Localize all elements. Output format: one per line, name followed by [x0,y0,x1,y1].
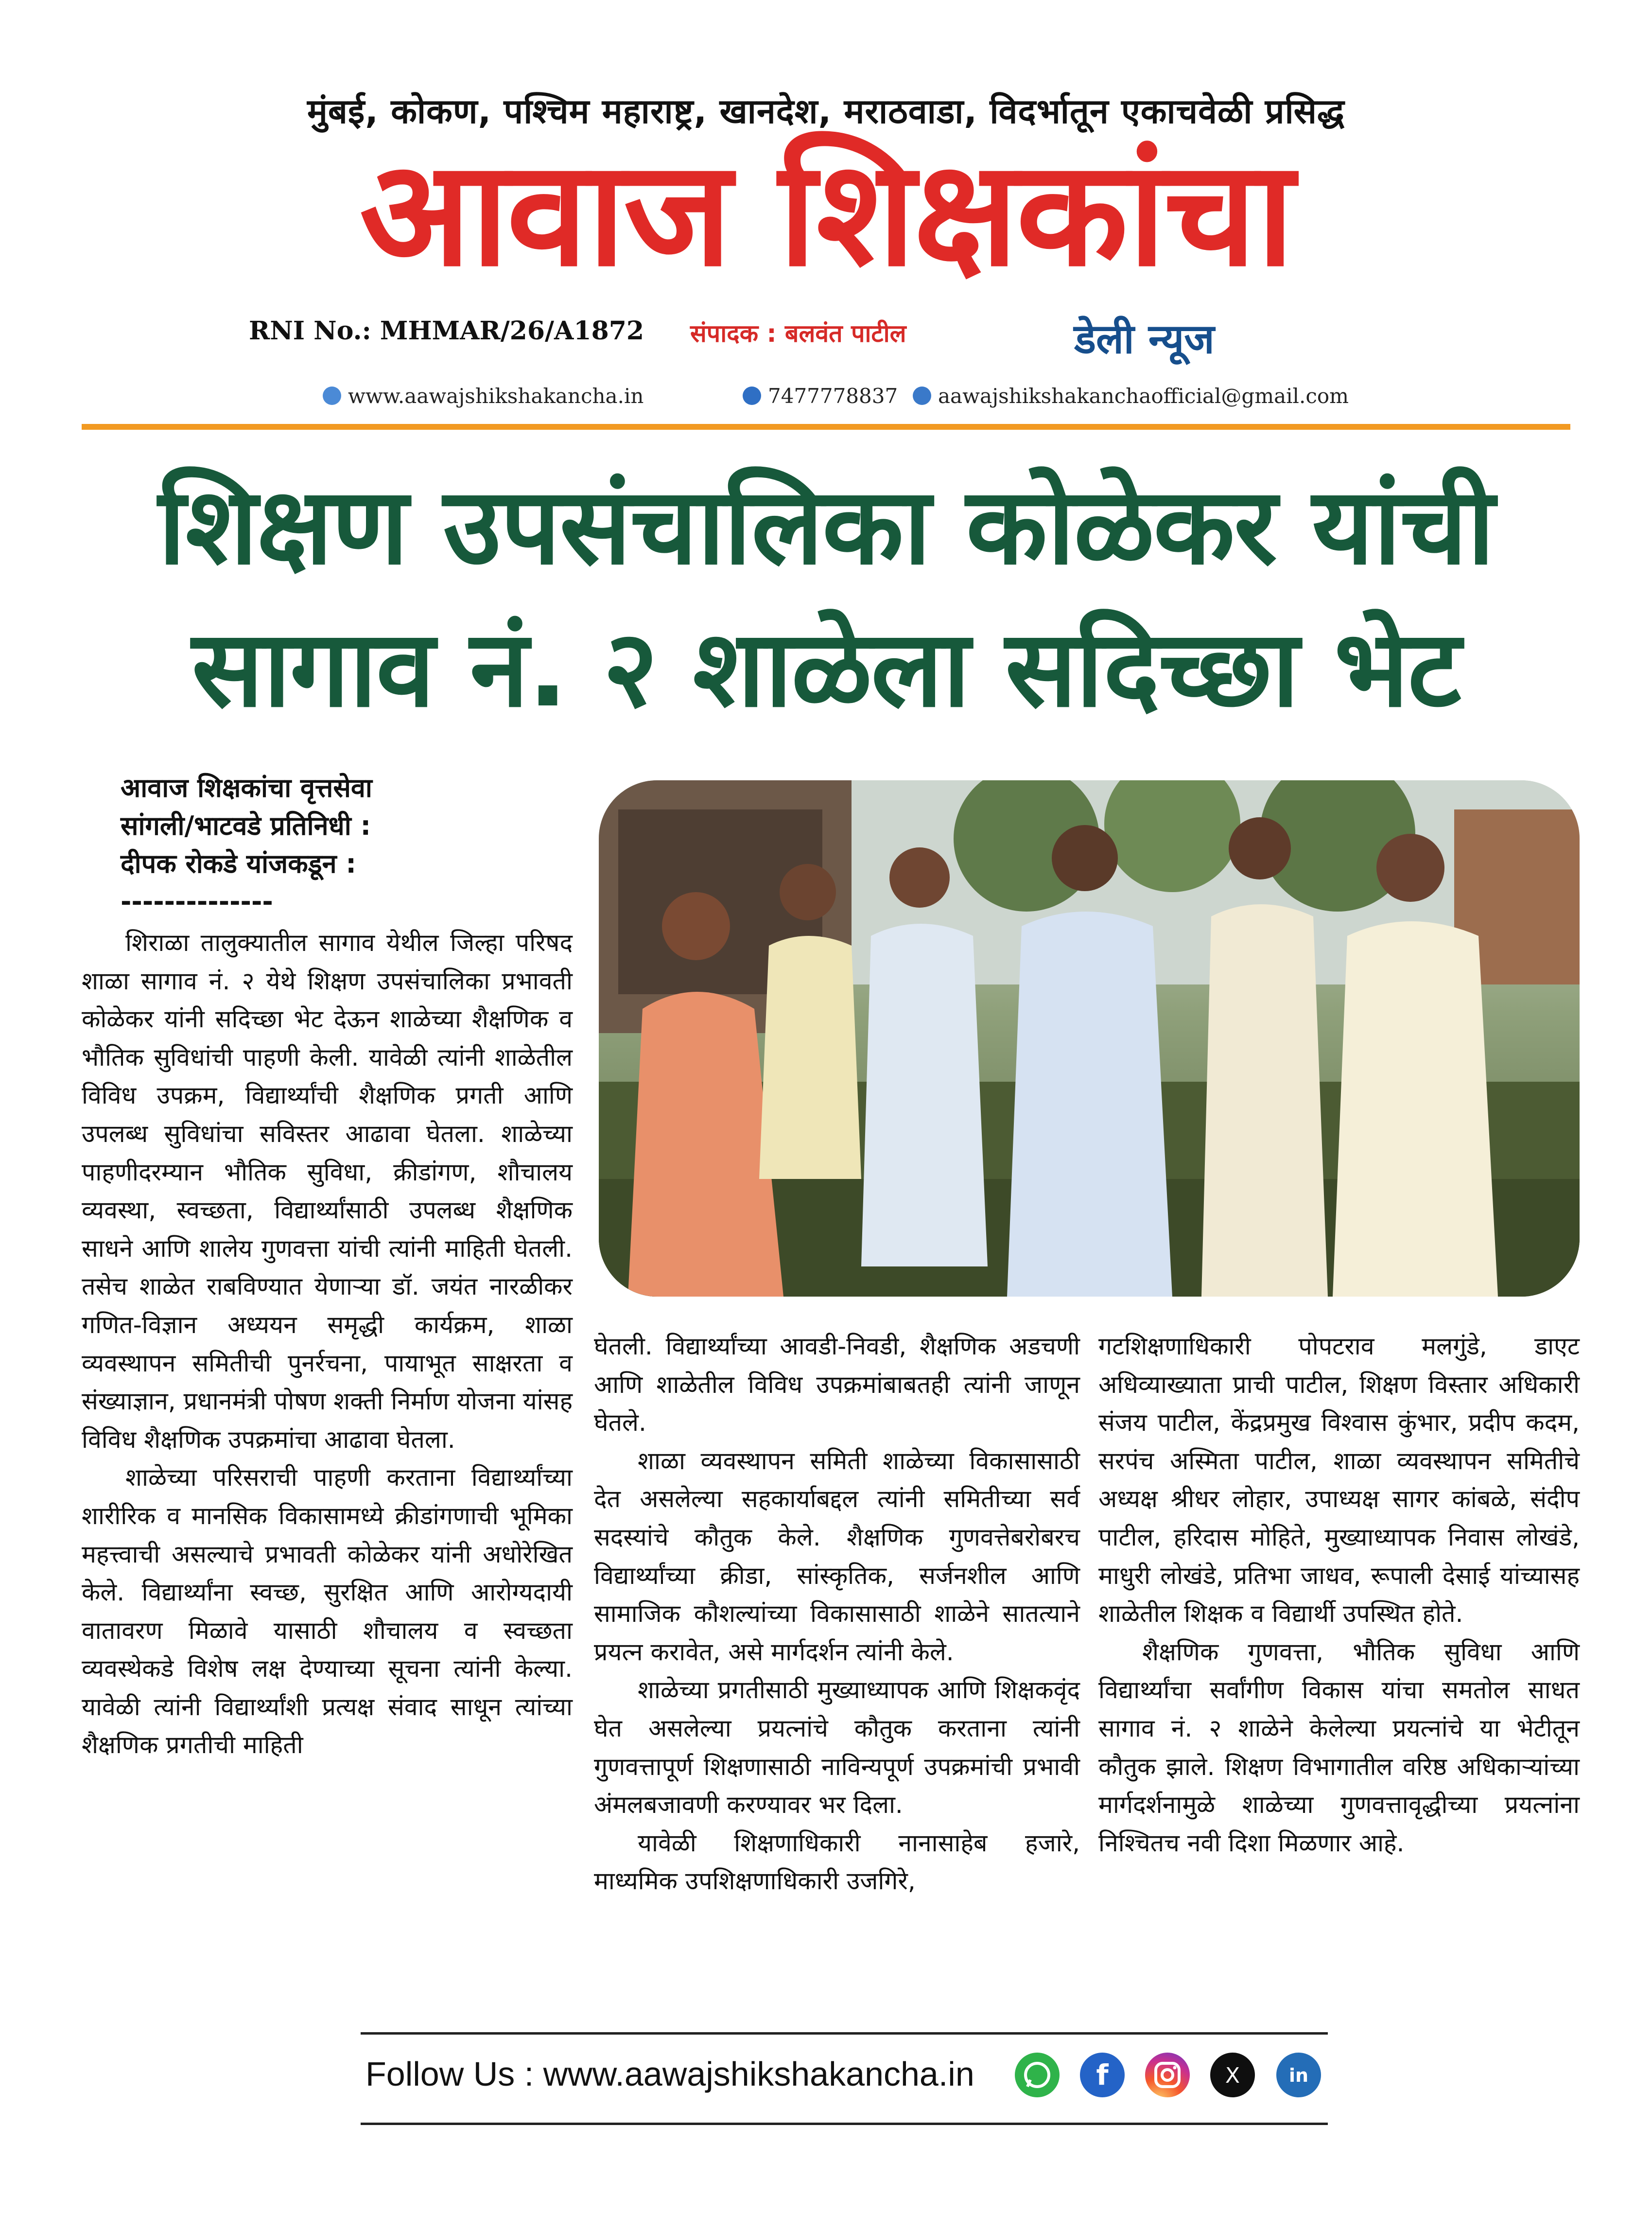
phone-icon [743,387,761,405]
headline-line-1: शिक्षण उपसंचालिका कोळेकर यांची [158,465,1494,588]
facebook-letter: f [1096,2058,1109,2091]
website-contact[interactable] [323,384,643,413]
byline-service: आवाज शिक्षकांचा वृत्तसेवा [121,773,372,803]
linkedin-icon[interactable] [1276,2053,1321,2097]
officials-photo-illustration [599,780,1580,1297]
mail-icon [913,387,931,405]
byline-dashes: -------------- [121,886,273,917]
article-paragraph: शाळा व्यवस्थापन समिती शाळेच्या विकासासाठी देत असलेल्या सहकार्याबद्दल त्यांनी समितीच्या सर्व सदस्यांचे कौतुक केले. शैक्षणिक गुणवत्तेबरोबरच विद्यार्थ्यांच्या क्रीडा, सांस्कृतिक, सर्जनशील आणि सामाजिक कौशल्यांच्या विकासासाठी शाळेने सातत्याने प्रयत्न करावेत, असे मार्गदर्शन त्यांनी केले. [594,1446,1080,1666]
website-text: www.aawajshikshakancha.in [348,384,644,408]
byline-reporter: दीपक रोकडे यांजकडून : [121,848,356,879]
instagram-icon[interactable] [1145,2053,1190,2097]
article-column-2 [594,1327,1080,1900]
byline-correspondent: सांगली/भाटवडे प्रतिनिधी : [121,810,371,841]
edition-label: डेली न्यूज [1074,315,1215,363]
masthead-tagline: मुंबई, कोकण, पश्चिम महाराष्ट्र, खानदेश, मराठवाडा, विदर्भातून एकाचवेळी प्रसिद्ध [307,91,1345,131]
masthead-divider [82,424,1570,430]
article-paragraph: घेतली. विद्यार्थ्यांच्या आवडी-निवडी, शैक्षणिक अडचणी आणि शाळेतील विविध उपक्रमांबाबतही त्यांनी जाणून घेतले. [594,1332,1080,1437]
article-paragraph: शाळेच्या प्रगतीसाठी मुख्याध्यापक आणि शिक्षकवृंद घेत असलेल्या प्रयत्नांचे कौतुक करताना त्यांनी गुणवत्तापूर्ण शिक्षणासाठी नाविन्यपूर्ण उपक्रमांची प्रभावी अंमलबजावणी करण्यावर भर दिला. [594,1676,1080,1819]
article-paragraph: शिराळा तालुक्यातील सागाव येथील जिल्हा परिषद शाळा सागाव नं. २ येथे शिक्षण उपसंचालिका प्रभावती कोळेकर यांनी सदिच्छा भेट देऊन शाळेच्या शैक्षणिक व भौतिक सुविधांची पाहणी केली. यावेळी त्यांनी शाळेतील विविध उपक्रम, विद्यार्थ्यांची शैक्षणिक प्रगती आणि उपलब्ध सुविधांचा सविस्तर आढावा घेतला. शाळेच्या पाहणीदरम्यान भौतिक सुविधा, क्रीडांगण, शौचालय व्यवस्था, स्वच्छता, विद्यार्थ्यांसाठी उपलब्ध शैक्षणिक साधने आणि शालेय गुणवत्ता यांची त्यांनी माहिती घेतली. तसेच शाळेत राबविण्यात येणाऱ्या डॉ. जयंत नारळीकर गणित-विज्ञान अध्ययन समृद्धी कार्यक्रम, शाळा व्यवस्थापन समितीची पुनर्रचना, पायाभूत साक्षरता व संख्याज्ञान, प्रधानमंत्री पोषण शक्ती निर्माण योजना यांसह विविध शैक्षणिक उपक्रमांचा आढावा घेतला. [82,929,573,1454]
editor-credit: संपादक : बलवंत पाटील [690,319,906,348]
footer-bottom-rule [361,2123,1328,2125]
facebook-icon[interactable] [1080,2053,1125,2097]
byline [121,769,372,921]
article-paragraph: शैक्षणिक गुणवत्ता, भौतिक सुविधा आणि विद्यार्थ्यांचा सर्वांगीण विकास यांचा समतोल साधत सागाव नं. २ शाळेने केलेल्या प्रयत्नांचे या भेटीतून कौतुक झाले. शिक्षण विभागातील वरिष्ठ अधिकाऱ्यांच्या मार्गदर्शनामुळे शाळेच्या गुणवत्तावृद्धीच्या प्रयत्नांना निश्चितच नवी दिशा मिळणार आहे. [1098,1637,1580,1857]
linkedin-letters: in [1288,2065,1309,2086]
headline-line-2: सागाव नं. २ शाळेला सदिच्छा भेट [191,608,1461,731]
follow-us-text[interactable]: Follow Us : www.aawajshikshakancha.in [365,2055,974,2093]
footer-top-rule [361,2032,1328,2035]
article-column-1 [82,924,573,1764]
email-text: aawajshikshakanchaofficial@gmail.com [938,384,1349,408]
x-letter: X [1225,2063,1240,2088]
phone-text: 7477778837 [768,384,898,408]
globe-icon [323,387,341,405]
x-icon[interactable] [1210,2053,1255,2097]
phone-contact[interactable] [743,384,898,413]
article-column-3 [1098,1327,1580,1862]
whatsapp-icon[interactable] [1015,2053,1060,2097]
rni-number: RNI No.: MHMAR/26/A1872 [249,316,644,346]
article-paragraph: गटशिक्षणाधिकारी पोपटराव मलगुंडे, डाएट अधिव्याख्याता प्राची पाटील, शिक्षण विस्तार अधिकारी संजय पाटील, केंद्रप्रमुख विश्वास कुंभार, प्रदीप कदम, सरपंच अस्मिता पाटील, शाळा व्यवस्थापन समितीचे अध्यक्ष श्रीधर लोहार, उपाध्यक्ष सागर कांबळे, संदीप पाटील, हरिदास मोहिते, मुख्याध्यापक निवास लोखंडे, माधुरी लोखंडे, प्रतिभा जाधव, रूपाली देसाई यांच्यासह शाळेतील शिक्षक व विद्यार्थी उपस्थित होते. [1098,1332,1580,1628]
news-photo [599,780,1580,1297]
article-paragraph: यावेळी शिक्षणाधिकारी नानासाहेब हजारे, माध्यमिक उपशिक्षणाधिकारी उजगिरे, [594,1828,1080,1896]
newspaper-logo: आवाज शिक्षकांचा [359,129,1293,299]
article-paragraph: शाळेच्या परिसराची पाहणी करताना विद्यार्थ्यांच्या शारीरिक व मानसिक विकासामध्ये क्रीडांगणाची भूमिका महत्त्वाची असल्याचे प्रभावती कोळेकर यांनी अधोरेखित केले. विद्यार्थ्यांना स्वच्छ, सुरक्षित आणि आरोग्यदायी वातावरण मिळावे यासाठी शौचालय व स्वच्छता व्यवस्थेकडे विशेष लक्ष देण्याच्या सूचना त्यांनी केल्या. यावेळी त्यांनी विद्यार्थ्यांशी प्रत्यक्ष संवाद साधून त्यांच्या शैक्षणिक प्रगतीची माहिती [82,1463,573,1759]
email-contact[interactable] [913,384,1349,413]
